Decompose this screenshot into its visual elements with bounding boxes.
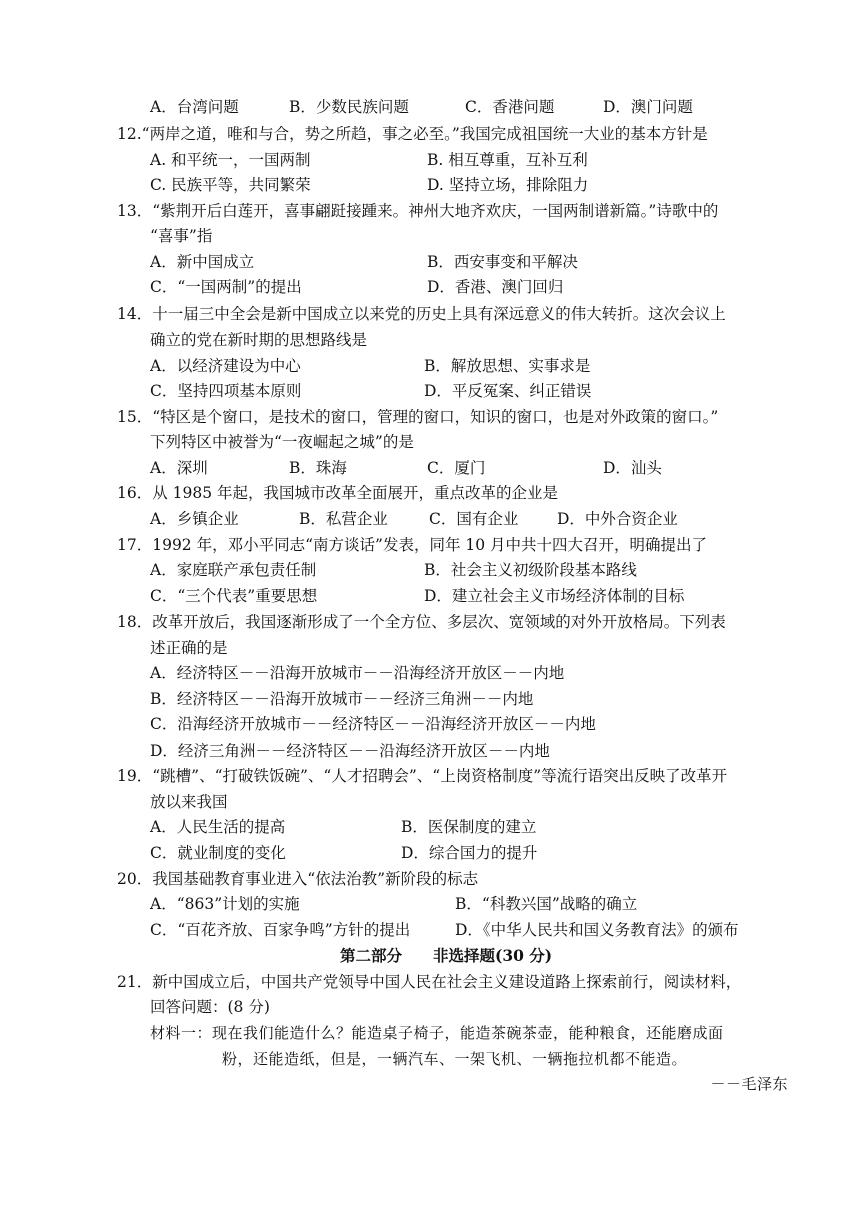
q16-option-a: A．乡镇企业 <box>150 510 239 528</box>
q14-option-a: A．以经济建设为中心 <box>150 357 301 375</box>
q15-option-c: C．厦门 <box>427 459 486 477</box>
q17-option-d: D．建立社会主义市场经济体制的目标 <box>424 587 685 605</box>
q13-stem-line1: 13．“紫荆开后白莲开，喜事翩跹接踵来。神州大地齐欢庆，一国两制谱新篇。”诗歌中的 <box>117 202 719 220</box>
q11-option-b: B．少数民族问题 <box>289 98 409 116</box>
q15-stem-line1: 15．“特区是个窗口，是技术的窗口，管理的窗口，知识的窗口，也是对外政策的窗口。” <box>117 408 719 426</box>
q20-option-c: C．“百花齐放、百家争鸣”方针的提出 <box>150 921 411 939</box>
q20-stem: 20．我国基础教育事业进入“依法治教”新阶段的标志 <box>117 870 479 888</box>
q18-option-d: D．经济三角洲－－经济特区－－沿海经济开放区－－内地 <box>150 742 550 760</box>
q11-option-d: D．澳门问题 <box>603 98 693 116</box>
q14-option-b: B．解放思想、实事求是 <box>424 357 591 375</box>
q20-option-b: B．“科教兴国”战略的确立 <box>455 895 638 913</box>
q14-stem-line2: 确立的党在新时期的思想路线是 <box>150 331 368 349</box>
q11-option-c: C．香港问题 <box>465 98 555 116</box>
q14-option-c: C．坚持四项基本原则 <box>150 382 302 400</box>
q19-option-a: A．人民生活的提高 <box>150 818 286 836</box>
q15-option-a: A．深圳 <box>150 459 208 477</box>
q18-stem-line1: 18．改革开放后，我国逐渐形成了一个全方位、多层次、宽领域的对外开放格局。下列表 <box>117 613 726 631</box>
q12-stem: 12.“两岸之道，唯和与合，势之所趋，事之必至。”我国完成祖国统一大业的基本方针是 <box>117 125 708 143</box>
q21-material1-source: －－毛泽东 <box>710 1075 788 1093</box>
q21-material1-line1: 材料一：现在我们能造什么？能造桌子椅子，能造茶碗茶壶，能种粮食，还能磨成面 <box>150 1024 724 1042</box>
q18-option-a: A．经济特区－－沿海开放城市－－沿海经济开放区－－内地 <box>150 664 565 682</box>
q15-option-b: B．珠海 <box>289 459 347 477</box>
q19-option-b: B．医保制度的建立 <box>401 818 537 836</box>
q21-material1-line2: 粉，还能造纸，但是，一辆汽车、一架飞机、一辆拖拉机都不能造。 <box>222 1050 688 1068</box>
q13-option-c: C．“一国两制”的提出 <box>150 278 302 296</box>
q19-stem-line1: 19．“跳槽”、“打破铁饭碗”、“人才招聘会”、“上岗资格制度”等流行语突出反映了改革开 <box>117 767 728 785</box>
q13-stem-line2: “喜事”指 <box>150 227 213 245</box>
q12-option-c: C. 民族平等，共同繁荣 <box>150 176 311 194</box>
q16-option-b: B．私营企业 <box>299 510 388 528</box>
q21-stem-line2: 回答问题：(8 分) <box>150 998 270 1016</box>
q19-stem-line2: 放以来我国 <box>150 793 228 811</box>
q13-option-a: A．新中国成立 <box>150 253 255 271</box>
q18-option-b: B．经济特区－－沿海开放城市－－经济三角洲－－内地 <box>150 690 534 708</box>
q17-option-c: C．“三个代表”重要思想 <box>150 587 318 605</box>
q17-stem: 17．1992 年，邓小平同志“南方谈话”发表，同年 10 月中共十四大召开，明确提出了 <box>117 536 708 554</box>
q12-option-a: A. 和平统一，一国两制 <box>150 151 311 169</box>
q12-option-d: D. 坚持立场，排除阻力 <box>427 176 589 194</box>
q13-option-b: B．西安事变和平解决 <box>427 253 578 271</box>
q20-option-a: A．“863”计划的实施 <box>150 895 300 913</box>
q11-option-a: A．台湾问题 <box>150 98 239 116</box>
q17-option-a: A．家庭联产承包责任制 <box>150 561 317 579</box>
q17-option-b: B．社会主义初级阶段基本路线 <box>424 561 637 579</box>
q19-option-d: D．综合国力的提升 <box>401 844 538 862</box>
q16-stem: 16．从 1985 年起，我国城市改革全面展开，重点改革的企业是 <box>117 484 559 502</box>
section-2-heading: 第二部分 非选择题(30 分) <box>340 946 553 965</box>
q16-option-c: C．国有企业 <box>429 510 519 528</box>
q18-option-c: C．沿海经济开放城市－－经济特区－－沿海经济开放区－－内地 <box>150 715 596 733</box>
q18-stem-line2: 述正确的是 <box>150 639 228 657</box>
q21-stem-line1: 21．新中国成立后，中国共产党领导中国人民在社会主义建设道路上探索前行，阅读材料， <box>117 973 742 991</box>
q12-option-b: B. 相互尊重，互补互利 <box>427 151 588 169</box>
q14-stem-line1: 14．十一届三中全会是新中国成立以来党的历史上具有深远意义的伟大转折。这次会议上 <box>117 305 726 323</box>
q16-option-d: D．中外合资企业 <box>557 510 678 528</box>
q13-option-d: D．香港、澳门回归 <box>427 278 564 296</box>
q15-option-d: D．汕头 <box>603 459 662 477</box>
q19-option-c: C．就业制度的变化 <box>150 844 286 862</box>
q15-stem-line2: 下列特区中被誉为“一夜崛起之城”的是 <box>150 433 414 451</box>
q20-option-d: D．《中华人民共和国义务教育法》的颁布 <box>455 921 739 939</box>
q14-option-d: D．平反冤案、纠正错误 <box>424 382 592 400</box>
